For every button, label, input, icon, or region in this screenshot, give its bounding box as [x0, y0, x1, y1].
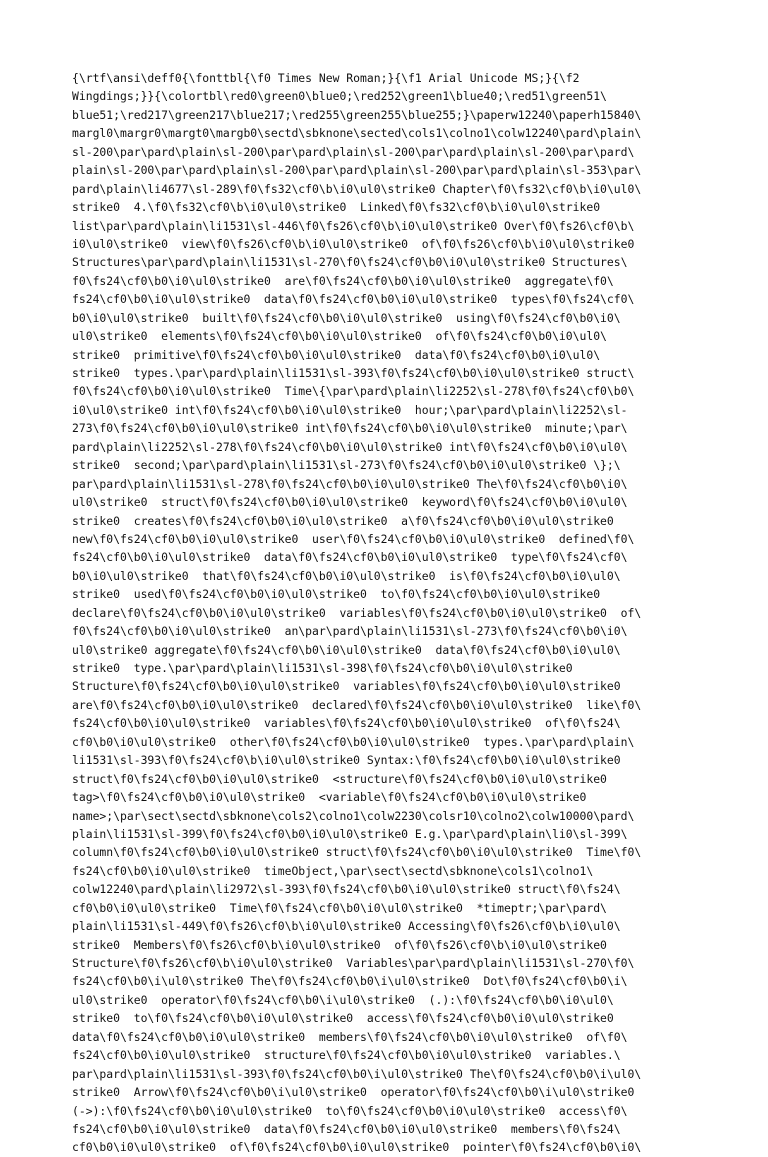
- text-line: f0\fs24\cf0\b0\i0\ul0\strike0 Time\{\par\pard\plain\li2252\sl-278\f0\fs24\cf0\b0\: [72, 384, 635, 399]
- text-line: strike0 used\f0\fs24\cf0\b0\i0\ul0\strike0 to\f0\fs24\cf0\b0\i0\ul0\strike0: [72, 587, 601, 602]
- text-line: fs24\cf0\b0\i0\ul0\strike0 structure\f0\fs24\cf0\b0\i0\ul0\strike0 variables.\: [72, 1048, 621, 1063]
- text-line: cf0\b0\i0\ul0\strike0 Time\f0\fs24\cf0\b0\i0\ul0\strike0 *timeptr;\par\pard\: [72, 900, 607, 915]
- text-line: declare\f0\fs24\cf0\b0\i0\ul0\strike0 variables\f0\fs24\cf0\b0\i0\ul0\strike0 of\: [72, 605, 642, 620]
- text-line: cf0\b0\i0\ul0\strike0 of\f0\fs24\cf0\b0\i0\ul0\strike0 pointer\f0\fs24\cf0\b0\i0\: [72, 1140, 642, 1155]
- text-line: par\pard\plain\li1531\sl-393\f0\fs24\cf0\b0\i\ul0\strike0 The\f0\fs24\cf0\b0\i\ul0\: [72, 1066, 642, 1081]
- text-line: strike0 type.\par\pard\plain\li1531\sl-398\f0\fs24\cf0\b0\i0\ul0\strike0: [72, 661, 573, 675]
- text-line: new\f0\fs24\cf0\b0\i0\ul0\strike0 user\f0\fs24\cf0\b0\i0\ul0\strike0 defined\f0\: [72, 531, 635, 546]
- text-line: strike0 4.\f0\fs32\cf0\b\i0\ul0\strike0 Linked\f0\fs32\cf0\b\i0\ul0\strike0: [72, 200, 601, 215]
- text-line: Wingdings;}}{\colortbl\red0\green0\blue0;\red252\green1\blue40;\red51\green51\: [72, 89, 607, 104]
- text-line: 273\f0\fs24\cf0\b0\i0\ul0\strike0 int\f0\fs24\cf0\b0\i0\ul0\strike0 minute;\par\: [72, 421, 628, 436]
- text-line: plain\sl-200\par\pard\plain\sl-200\par\pard\plain\sl-200\par\pard\plain\sl-353\par\: [72, 163, 642, 178]
- text-line: i0\ul0\strike0 view\f0\fs26\cf0\b\i0\ul0\strike0 of\f0\fs26\cf0\b\i0\ul0\strike0: [72, 236, 635, 251]
- text-line: fs24\cf0\b0\i\ul0\strike0 The\f0\fs24\cf0\b0\i\ul0\strike0 Dot\f0\fs24\cf0\b0\i\: [72, 974, 628, 989]
- text-line: strike0 Arrow\f0\fs24\cf0\b0\i\ul0\strike0 operator\f0\fs24\cf0\b0\i\ul0\strike0: [72, 1085, 635, 1100]
- text-line: i0\ul0\strike0 int\f0\fs24\cf0\b0\i0\ul0\strike0 hour;\par\pard\plain\li2252\sl-: [72, 402, 628, 417]
- text-line: ul0\strike0 operator\f0\fs24\cf0\b0\i\ul0\strike0 (.):\f0\fs24\cf0\b0\i0\ul0\: [72, 992, 614, 1007]
- text-line: ul0\strike0 elements\f0\fs24\cf0\b0\i0\ul0\strike0 of\f0\fs24\cf0\b0\i0\ul0\: [72, 329, 607, 344]
- text-line: strike0 Members\f0\fs26\cf0\b\i0\ul0\strike0 of\f0\fs26\cf0\b\i0\ul0\strike0: [72, 937, 607, 952]
- text-line: Structure\f0\fs24\cf0\b0\i0\ul0\strike0 variables\f0\fs24\cf0\b0\i0\ul0\strike0: [72, 679, 621, 694]
- text-line: strike0 creates\f0\fs24\cf0\b0\i0\ul0\strike0 a\f0\fs24\cf0\b0\i0\ul0\strike0: [72, 513, 614, 528]
- text-line: ul0\strike0 struct\f0\fs24\cf0\b0\i0\ul0\strike0 keyword\f0\fs24\cf0\b0\i0\ul0\: [72, 495, 628, 510]
- text-line: pard\plain\li2252\sl-278\f0\fs24\cf0\b0\i0\ul0\strike0 int\f0\fs24\cf0\b0\i0\ul0\: [72, 439, 628, 454]
- text-line: strike0 primitive\f0\fs24\cf0\b0\i0\ul0\strike0 data\f0\fs24\cf0\b0\i0\ul0\: [72, 347, 601, 362]
- text-line: fs24\cf0\b0\i0\ul0\strike0 data\f0\fs24\cf0\b0\i0\ul0\strike0 types\f0\fs24\cf0\: [72, 292, 635, 307]
- text-line: strike0 second;\par\pard\plain\li1531\sl-273\f0\fs24\cf0\b0\i0\ul0\strike0 \};\: [72, 458, 621, 473]
- text-line: b0\i0\ul0\strike0 built\f0\fs24\cf0\b0\i0\ul0\strike0 using\f0\fs24\cf0\b0\i0\: [72, 310, 621, 325]
- rtf-source-text: [72, 69, 712, 1157]
- text-line: cf0\b0\i0\ul0\strike0 other\f0\fs24\cf0\b0\i0\ul0\strike0 types.\par\pard\plain\: [72, 734, 635, 749]
- text-line: column\f0\fs24\cf0\b0\i0\ul0\strike0 struct\f0\fs24\cf0\b0\i0\ul0\strike0 Time\f0\: [72, 845, 642, 860]
- text-line: strike0 to\f0\fs24\cf0\b0\i0\ul0\strike0 access\f0\fs24\cf0\b0\i0\ul0\strike0: [72, 1011, 614, 1026]
- text-line: list\par\pard\plain\li1531\sl-446\f0\fs26\cf0\b\i0\ul0\strike0 Over\f0\fs26\cf0\b\: [72, 218, 635, 233]
- text-line: blue51;\red217\green217\blue217;\red255\green255\blue255;}\paperw12240\paperh15840\: [72, 107, 642, 122]
- text-line: plain\li1531\sl-399\f0\fs24\cf0\b0\i0\ul0\strike0 E.g.\par\pard\plain\li0\sl-399\: [72, 826, 628, 841]
- text-line: f0\fs24\cf0\b0\i0\ul0\strike0 are\f0\fs24\cf0\b0\i0\ul0\strike0 aggregate\f0\: [72, 273, 614, 288]
- text-line: margl0\margr0\margt0\margb0\sectd\sbknone\sected\cols1\colno1\colw12240\pard\plain\: [72, 126, 642, 141]
- text-line: fs24\cf0\b0\i0\ul0\strike0 timeObject,\par\sect\sectd\sbknone\cols1\colno1\: [72, 863, 594, 878]
- text-line: are\f0\fs24\cf0\b0\i0\ul0\strike0 declared\f0\fs24\cf0\b0\i0\ul0\strike0 like\f0\: [72, 697, 642, 712]
- text-line: li1531\sl-393\f0\fs24\cf0\b\i0\ul0\strike0 Syntax:\f0\fs24\cf0\b0\i0\ul0\strike0: [72, 753, 621, 768]
- text-line: f0\fs24\cf0\b0\i0\ul0\strike0 an\par\pard\plain\li1531\sl-273\f0\fs24\cf0\b0\i0\: [72, 624, 628, 639]
- text-line: colw12240\pard\plain\li2972\sl-393\f0\fs24\cf0\b0\i0\ul0\strike0 struct\f0\fs24\: [72, 882, 621, 897]
- text-line: strike0 types.\par\pard\plain\li1531\sl-393\f0\fs24\cf0\b0\i0\ul0\strike0 struct\: [72, 366, 635, 380]
- text-line: data\f0\fs24\cf0\b0\i0\ul0\strike0 members\f0\fs24\cf0\b0\i0\ul0\strike0 of\f0\: [72, 1029, 628, 1044]
- text-line: b0\i0\ul0\strike0 that\f0\fs24\cf0\b0\i0\ul0\strike0 is\f0\fs24\cf0\b0\i0\ul0\: [72, 568, 621, 583]
- text-line: {\rtf\ansi\deff0{\fonttbl{\f0 Times New Roman;}{\f1 Arial Unicode MS;}{\f2: [72, 71, 580, 85]
- text-line: fs24\cf0\b0\i0\ul0\strike0 data\f0\fs24\cf0\b0\i0\ul0\strike0 members\f0\fs24\: [72, 1121, 621, 1136]
- text-line: fs24\cf0\b0\i0\ul0\strike0 variables\f0\fs24\cf0\b0\i0\ul0\strike0 of\f0\fs24\: [72, 716, 621, 731]
- text-line: ul0\strike0 aggregate\f0\fs24\cf0\b0\i0\ul0\strike0 data\f0\fs24\cf0\b0\i0\ul0\: [72, 642, 621, 657]
- text-line: (->):\f0\fs24\cf0\b0\i0\ul0\strike0 to\f0\fs24\cf0\b0\i0\ul0\strike0 access\f0\: [72, 1103, 628, 1118]
- text-line: pard\plain\li4677\sl-289\f0\fs32\cf0\b\i0\ul0\strike0 Chapter\f0\fs32\cf0\b\i0\ul0\: [72, 181, 642, 196]
- text-line: par\pard\plain\li1531\sl-278\f0\fs24\cf0\b0\i0\ul0\strike0 The\f0\fs24\cf0\b0\i0\: [72, 476, 628, 491]
- text-line: struct\f0\fs24\cf0\b0\i0\ul0\strike0 <structure\f0\fs24\cf0\b0\i0\ul0\strike0: [72, 771, 607, 786]
- text-line: Structure\f0\fs26\cf0\b\i0\ul0\strike0 Variables\par\pard\plain\li1531\sl-270\f0\: [72, 956, 635, 970]
- text-line: tag>\f0\fs24\cf0\b0\i0\ul0\strike0 <variable\f0\fs24\cf0\b0\i0\ul0\strike0: [72, 790, 587, 805]
- text-line: sl-200\par\pard\plain\sl-200\par\pard\plain\sl-200\par\pard\plain\sl-200\par\pard\: [72, 144, 635, 159]
- text-line: plain\li1531\sl-449\f0\fs26\cf0\b\i0\ul0\strike0 Accessing\f0\fs26\cf0\b\i0\ul0\: [72, 919, 621, 934]
- text-line: Structures\par\pard\plain\li1531\sl-270\f0\fs24\cf0\b0\i0\ul0\strike0 Structures\: [72, 255, 628, 270]
- text-line: name>;\par\sect\sectd\sbknone\cols2\colno1\colw2230\colsr10\colno2\colw10000\pard\: [72, 808, 635, 823]
- text-line: fs24\cf0\b0\i0\ul0\strike0 data\f0\fs24\cf0\b0\i0\ul0\strike0 type\f0\fs24\cf0\: [72, 550, 628, 565]
